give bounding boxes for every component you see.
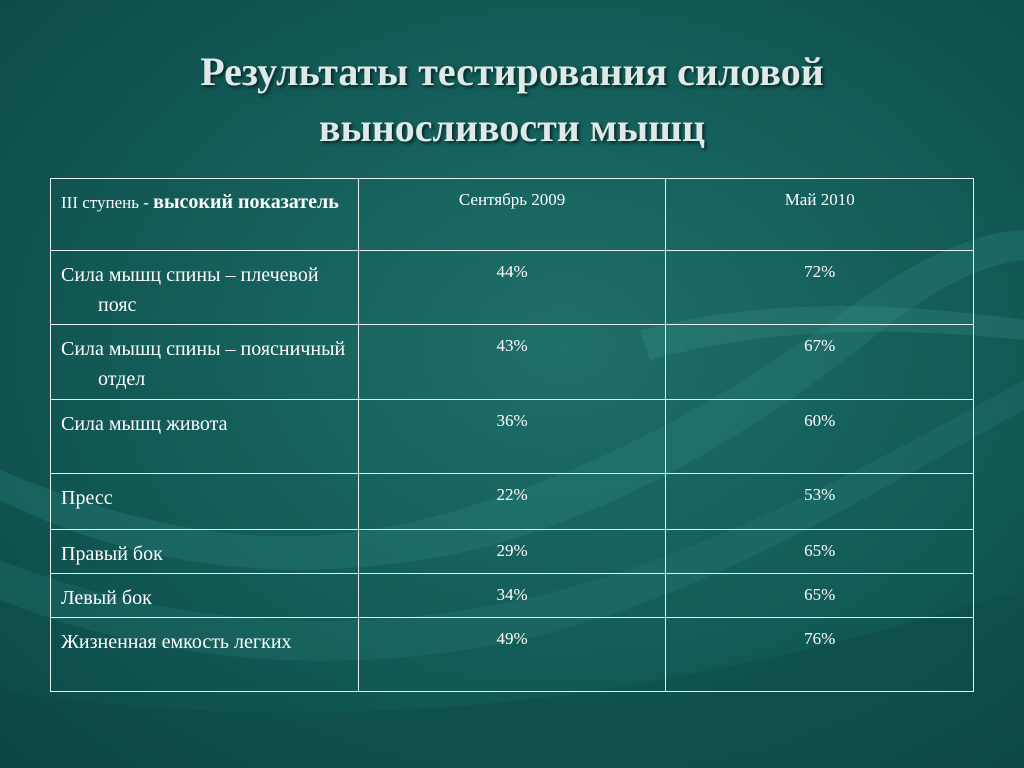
value-sep-2009: 43% bbox=[496, 336, 528, 355]
row-label: Правый бок bbox=[61, 543, 163, 565]
value-sep-2009: 34% bbox=[496, 585, 528, 604]
table-row bbox=[51, 325, 974, 400]
table-row bbox=[51, 618, 974, 692]
table-header-row bbox=[51, 179, 974, 251]
value-may-2010: 72% bbox=[804, 262, 836, 281]
row-label-cell bbox=[51, 251, 359, 325]
row-value-sep-2009 bbox=[358, 474, 666, 530]
row-value-may-2010 bbox=[666, 574, 974, 618]
row-label-cell bbox=[51, 530, 359, 574]
header-label-bold: высокий показатель bbox=[153, 191, 339, 213]
header-col-sep-2009 bbox=[358, 179, 666, 251]
row-value-sep-2009 bbox=[358, 530, 666, 574]
row-value-may-2010 bbox=[666, 530, 974, 574]
row-value-sep-2009 bbox=[358, 574, 666, 618]
row-value-may-2010 bbox=[666, 251, 974, 325]
row-label-cell bbox=[51, 574, 359, 618]
row-label-cell bbox=[51, 474, 359, 530]
table-row bbox=[51, 530, 974, 574]
row-label-cell bbox=[51, 618, 359, 692]
row-label: Сила мышц спины – поясничный отдел bbox=[61, 338, 346, 390]
value-sep-2009: 22% bbox=[496, 485, 528, 504]
slide-title-line-2: выносливости мышц bbox=[318, 105, 706, 150]
row-label: Пресс bbox=[61, 487, 113, 509]
value-may-2010: 65% bbox=[804, 541, 836, 560]
value-may-2010: 67% bbox=[804, 336, 836, 355]
value-may-2010: 53% bbox=[804, 485, 836, 504]
row-label-cell bbox=[51, 325, 359, 400]
slide-title-line-1: Результаты тестирования силовой bbox=[200, 49, 824, 94]
row-value-may-2010 bbox=[666, 325, 974, 400]
row-value-sep-2009 bbox=[358, 325, 666, 400]
row-value-sep-2009 bbox=[358, 400, 666, 474]
table-row bbox=[51, 574, 974, 618]
row-label: Жизненная емкость легких bbox=[61, 631, 292, 653]
results-table bbox=[50, 178, 974, 692]
row-value-sep-2009 bbox=[358, 618, 666, 692]
value-may-2010: 76% bbox=[804, 629, 836, 648]
value-may-2010: 65% bbox=[804, 585, 836, 604]
value-sep-2009: 49% bbox=[496, 629, 528, 648]
row-label: Сила мышц спины – плечевой пояс bbox=[61, 264, 319, 316]
header-label-cell bbox=[51, 179, 359, 251]
row-label: Левый бок bbox=[61, 587, 152, 609]
row-value-sep-2009 bbox=[358, 251, 666, 325]
value-sep-2009: 36% bbox=[496, 411, 528, 430]
row-value-may-2010 bbox=[666, 618, 974, 692]
row-label: Сила мышц живота bbox=[61, 413, 228, 435]
header-label-prefix: III ступень - bbox=[61, 193, 154, 212]
value-sep-2009: 29% bbox=[496, 541, 528, 560]
row-value-may-2010 bbox=[666, 474, 974, 530]
value-sep-2009: 44% bbox=[496, 262, 528, 281]
row-label-cell bbox=[51, 400, 359, 474]
table-row bbox=[51, 251, 974, 325]
header-col-may-2010-text: Май 2010 bbox=[784, 190, 855, 209]
row-value-may-2010 bbox=[666, 400, 974, 474]
table-row bbox=[51, 400, 974, 474]
header-col-sep-2009-text: Сентябрь 2009 bbox=[458, 190, 566, 209]
header-col-may-2010 bbox=[666, 179, 974, 251]
value-may-2010: 60% bbox=[804, 411, 836, 430]
slide-title bbox=[0, 44, 1024, 156]
table-row bbox=[51, 474, 974, 530]
